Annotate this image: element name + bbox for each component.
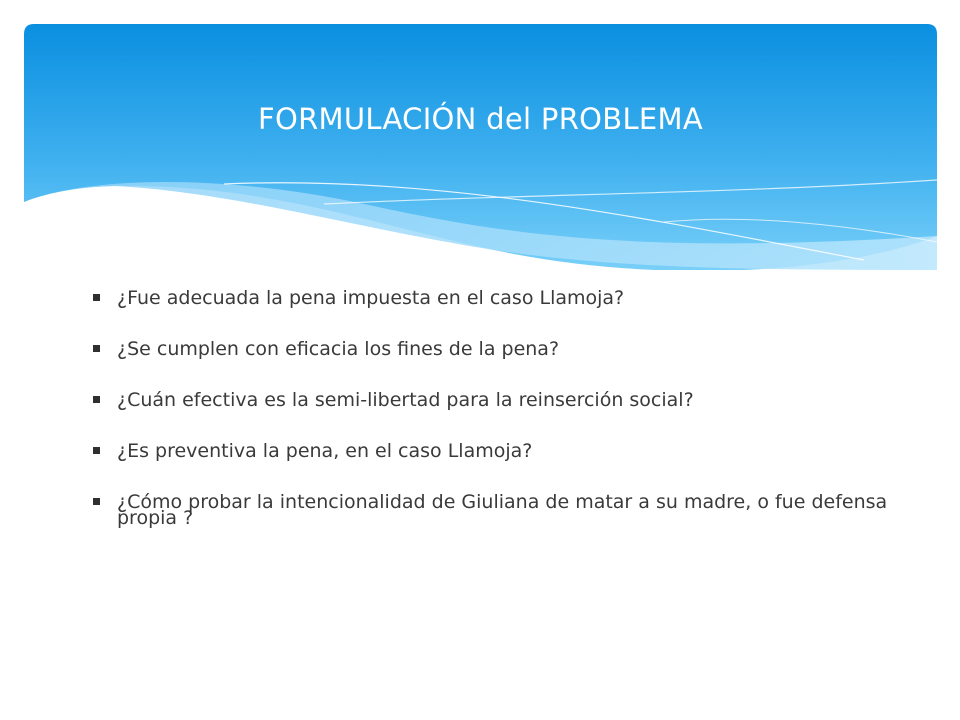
square-bullet-icon [93, 345, 100, 352]
bullet-text: ¿Fue adecuada la pena impuesta en el caso Llamoja? [117, 287, 625, 309]
bullet-list [92, 286, 912, 557]
square-bullet-icon [93, 498, 100, 505]
square-bullet-icon [93, 396, 100, 403]
square-bullet-icon [93, 447, 100, 454]
slide-title: FORMULACIÓN del PROBLEMA [257, 102, 704, 136]
banner-background [24, 24, 937, 270]
bullet-text: ¿Es preventiva la pena, en el caso Llamoja? [117, 440, 533, 462]
bullet-item-3 [92, 388, 912, 411]
bullet-item-2 [92, 337, 912, 360]
bullet-item-4 [92, 439, 912, 462]
title-banner [24, 24, 937, 270]
bullet-text: ¿Cómo probar la intencionalidad de Giuliana de matar a su madre, o fue defensa propia ? [117, 491, 888, 529]
square-bullet-icon [93, 294, 100, 301]
bullet-item-1 [92, 286, 912, 309]
bullet-item-5 [92, 490, 912, 529]
bullet-text: ¿Cuán efectiva es la semi-libertad para la reinserción social? [117, 389, 694, 411]
bullet-text: ¿Se cumplen con eficacia los fines de la pena? [117, 338, 560, 360]
